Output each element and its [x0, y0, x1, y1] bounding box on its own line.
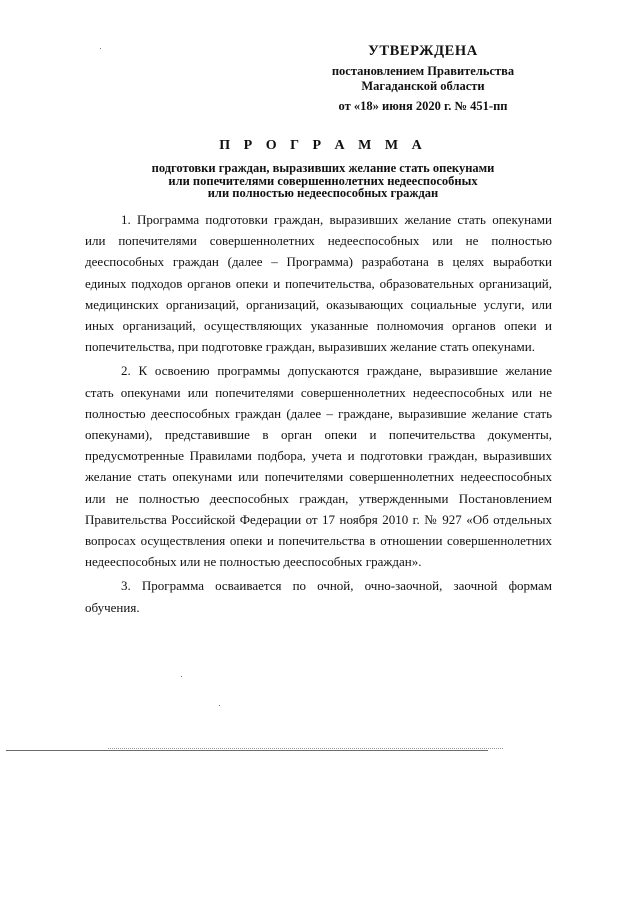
approval-line-2: Магаданской области: [361, 79, 485, 93]
title-line-2: или попечителями совершеннолетних недееспособных: [168, 173, 478, 188]
approval-date: от «18» июня 2020 г. № 451-пп: [338, 99, 508, 113]
paragraph-1: 1. Программа подготовки граждан, выразивших желание стать опекунами или попечителями совершеннолетних недееспособных или не полностью дееспособных граждан (далее – Программа) разработана в целях выработки единых подходов органов опеки и попечительства, образовательных организаций, медицинских организаций, организаций, оказывающих социальные услуги, или иных организаций, осуществляющих указанные полномочия органов опеки и попечительства, при подготовке граждан, выразивших желание стать опекунами.: [85, 212, 552, 355]
paragraph-3: 3. Программа осваивается по очной, очно-заочной, заочной формам обучения.: [85, 578, 552, 615]
approval-heading: УТВЕРЖДЕНА: [368, 43, 478, 59]
approval-stamp: [300, 44, 546, 114]
document-title: [86, 138, 560, 200]
scan-speck: [181, 676, 182, 677]
title-line-1: подготовки граждан, выразивших желание стать опекунами: [151, 161, 495, 175]
scan-dotted-line: [108, 748, 503, 749]
title-line-3: или полностью недееспособных граждан: [207, 186, 439, 200]
title-word: П Р О Г Р А М М А: [219, 138, 427, 153]
approval-line-1: постановлением Правительства: [331, 64, 515, 78]
scan-speck: [100, 48, 101, 49]
scan-rule-line: [6, 750, 488, 751]
scan-speck: [219, 705, 220, 706]
document-body: [85, 209, 552, 621]
paragraph-2: 2. К освоению программы допускаются граждане, выразившие желание стать опекунами или попечителями совершеннолетних недееспособных или не полностью дееспособных граждан (далее – граждане, выразившие желание стать опекунами), представившие в орган опеки и попечительства документы, предусмотренные Правилами подбора, учета и подготовки граждан, выразивших желание стать опекунами или попечителями совершеннолетних недееспособных или не полностью дееспособных граждан, утвержденными Постановлением Правительства Российской Федерации от 17 ноября 2010 г. № 927 «Об отдельных вопросах осуществления опеки и попечительства в отношении совершеннолетних недееспособных или не полностью дееспособных граждан».: [85, 363, 552, 570]
